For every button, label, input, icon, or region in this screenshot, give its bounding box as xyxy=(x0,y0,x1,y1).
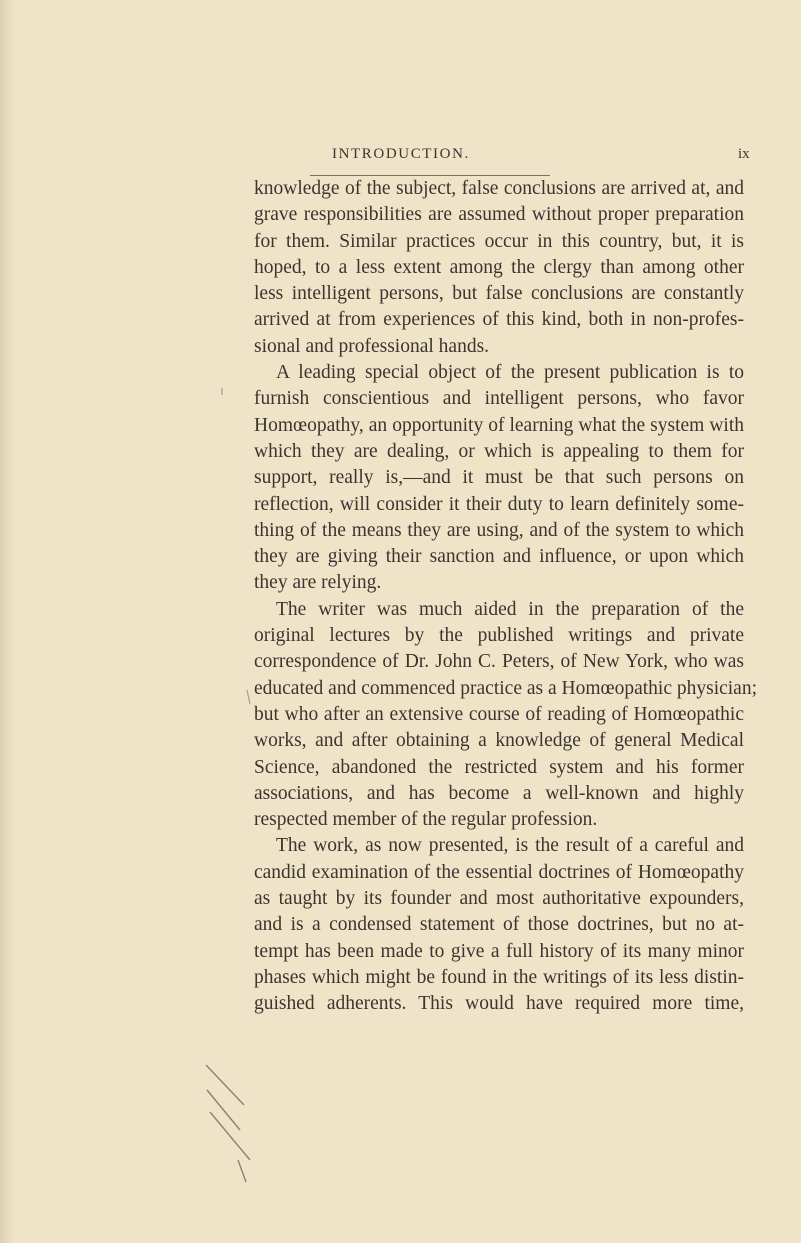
text-line: hoped, to a less extent among the clergy than among other xyxy=(254,256,744,278)
text-line: less intelligent persons, but false conclusions are constantly xyxy=(254,283,744,305)
body-text xyxy=(254,176,758,1018)
text-line: respected member of the regular profession. xyxy=(254,809,598,831)
paragraph-start-line: A leading special object of the present publication is to xyxy=(276,362,744,384)
paragraph-start-line: The writer was much aided in the preparation of the xyxy=(276,598,744,620)
text-line: original lectures by the published writings and private xyxy=(254,625,744,647)
text-line: as taught by its founder and most authoritative expounders, xyxy=(254,888,744,910)
pencil-mark xyxy=(206,1065,244,1105)
pencil-mark xyxy=(247,690,250,704)
text-line: Science, abandoned the restricted system and his former xyxy=(254,756,744,778)
text-line: thing of the means they are using, and of the system to which xyxy=(254,519,744,541)
pencil-mark xyxy=(210,1112,250,1160)
text-line: furnish conscientious and intelligent persons, who favor xyxy=(254,388,744,410)
text-line: grave responsibilities are assumed without proper preparation xyxy=(254,204,744,226)
text-line: they are giving their sanction and influence, or upon which xyxy=(254,546,744,568)
text-line: Homœopathy, an opportunity of learning what the system with xyxy=(254,414,744,436)
page-number: ix xyxy=(738,146,750,162)
text-line: tempt has been made to give a full history of its many minor xyxy=(254,940,744,962)
text-line: guished adherents. This would have required more time, xyxy=(254,993,744,1015)
page-edge xyxy=(0,0,14,1243)
text-line: they are relying. xyxy=(254,572,382,594)
text-line: but who after an extensive course of reading of Homœopathic xyxy=(254,703,744,725)
text-line: support, really is,—and it must be that such persons on xyxy=(254,467,744,489)
text-line: phases which might be found in the writings of its less distin- xyxy=(254,966,744,988)
text-line: and is a condensed statement of those doctrines, but no at- xyxy=(254,914,744,936)
text-line: which they are dealing, or which is appealing to them for xyxy=(254,440,744,462)
running-title: INTRODUCTION. xyxy=(332,146,470,162)
text-line: knowledge of the subject, false conclusions are arrived at, and xyxy=(254,178,744,199)
paragraph-start-line: The work, as now presented, is the result of a careful and xyxy=(276,835,744,857)
text-line: arrived at from experiences of this kind, both in non-profes- xyxy=(254,309,744,331)
text-line: for them. Similar practices occur in this country, but, it is xyxy=(254,230,744,252)
text-line: works, and after obtaining a knowledge of general Medical xyxy=(254,730,744,752)
text-line: reflection, will consider it their duty to learn definitely some- xyxy=(254,493,744,515)
running-head xyxy=(0,146,801,170)
pencil-mark xyxy=(207,1090,240,1130)
text-line: sional and professional hands. xyxy=(254,335,490,357)
text-line: candid examination of the essential doctrines of Homœopathy xyxy=(254,861,744,883)
pencil-mark xyxy=(238,1160,246,1182)
text-line: educated and commenced practice as a Homœopathic physician; xyxy=(254,677,758,699)
text-line: associations, and has become a well-known and highly xyxy=(254,782,744,804)
text-line: correspondence of Dr. John C. Peters, of New York, who was xyxy=(254,651,744,673)
